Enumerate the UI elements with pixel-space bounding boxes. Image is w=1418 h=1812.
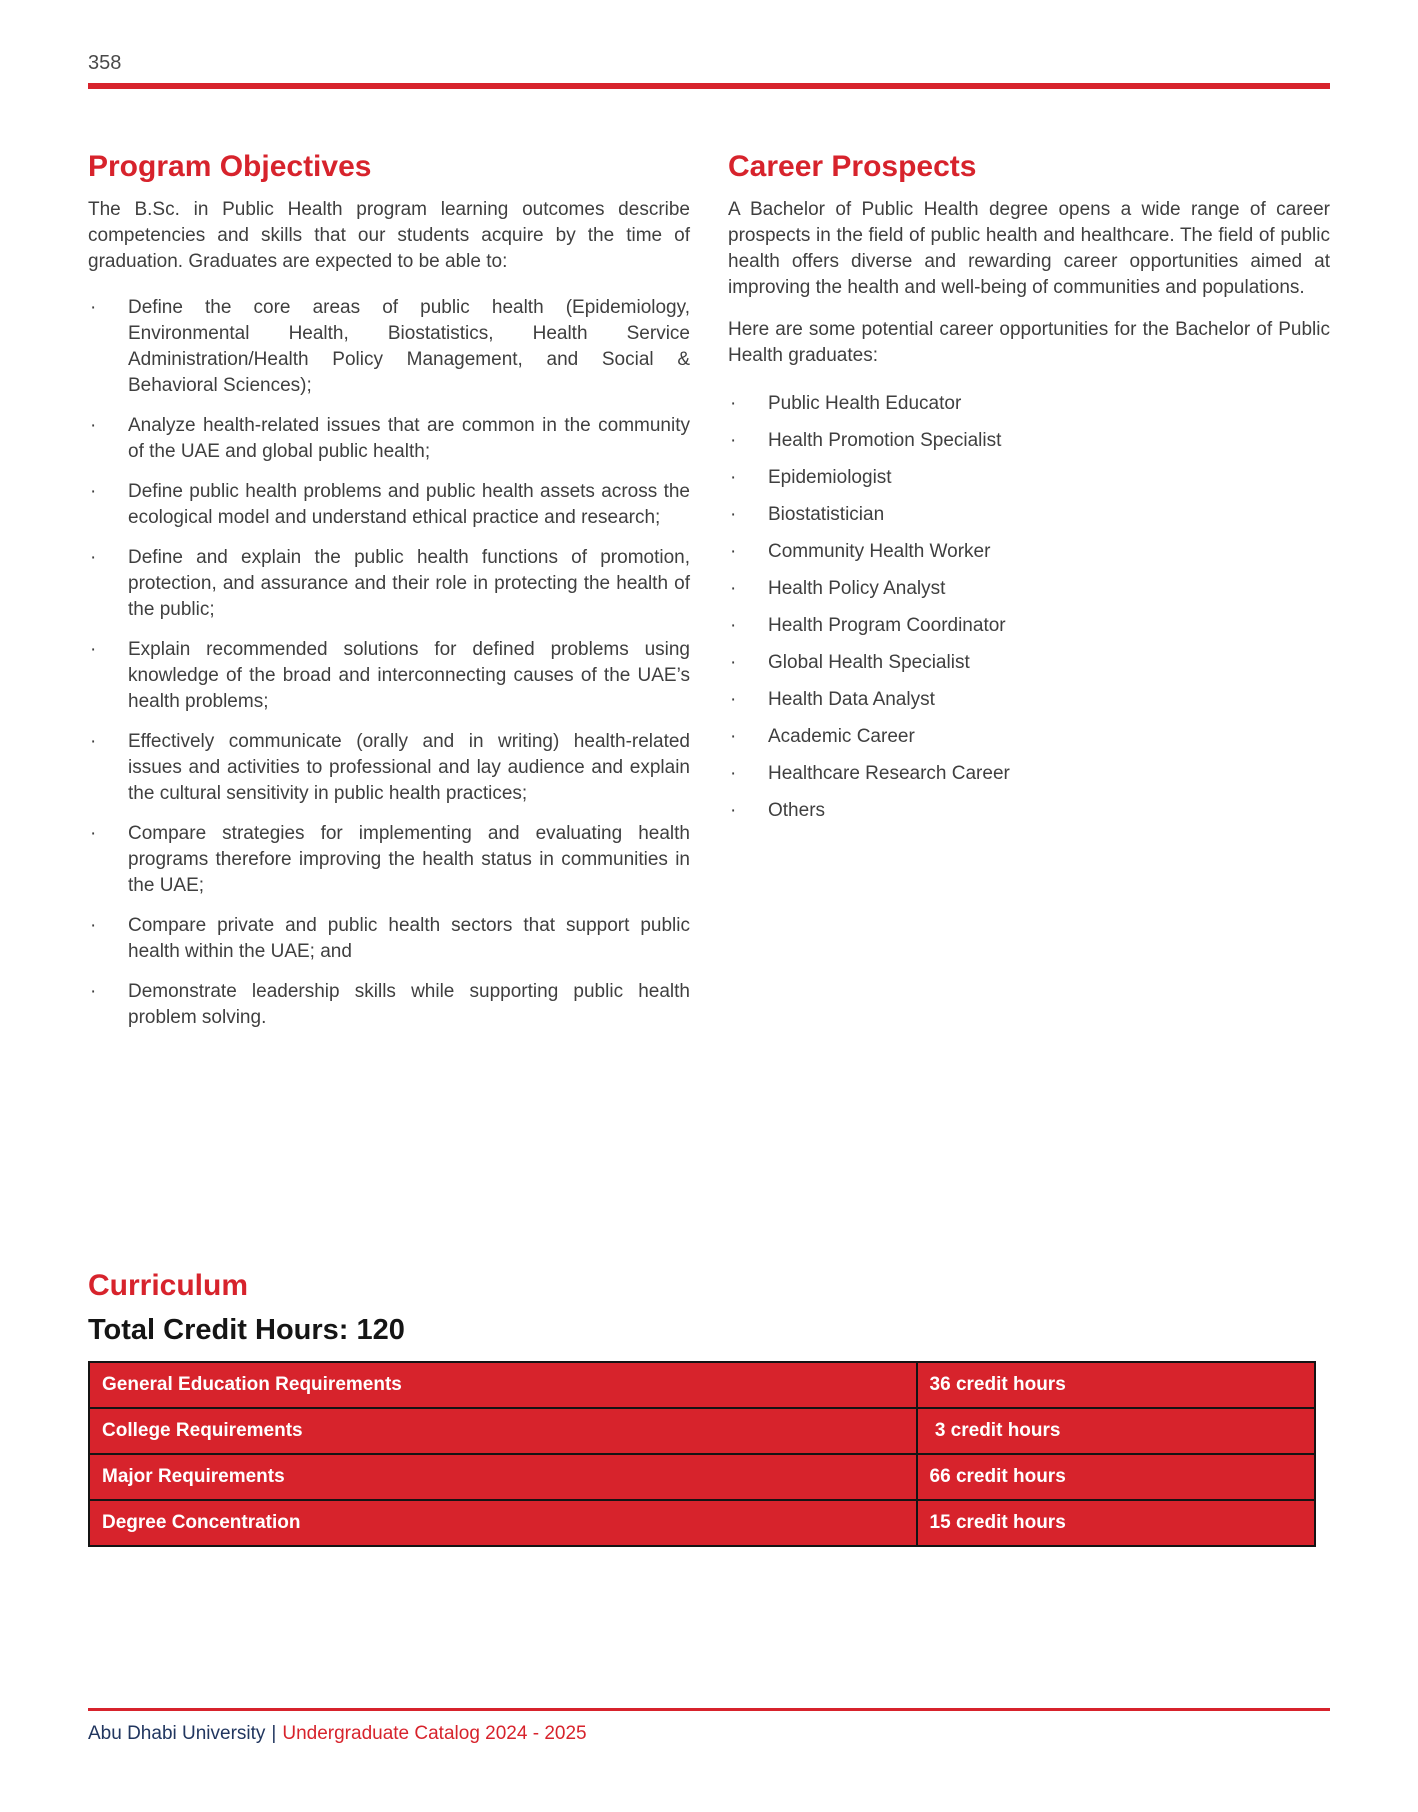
credit-hours-cell: 15 credit hours <box>917 1500 1315 1546</box>
program-objectives-title: Program Objectives <box>88 150 372 183</box>
career-item: · Biostatistician <box>728 502 1330 528</box>
requirement-label-cell: Major Requirements <box>89 1454 917 1500</box>
total-credit-hours: Total Credit Hours: 120 <box>88 1314 405 1346</box>
curriculum-title: Curriculum <box>88 1269 249 1302</box>
career-prospects-title: Career Prospects <box>728 150 977 183</box>
career-item: · Others <box>728 798 1330 824</box>
objective-item: · Compare private and public health sectors that support public health within the UAE; and <box>88 913 690 965</box>
objective-item: · Effectively communicate (orally and in writing) health-related issues and activities to professional and lay audience and explain the cultural sensitivity in public health practices; <box>88 729 690 807</box>
two-column-layout <box>88 147 1330 1045</box>
program-objectives-intro: The B.Sc. in Public Health program learning outcomes describe competencies and skills that our students acquire by the time of graduation. Graduates are expected to be able to: <box>88 199 690 272</box>
career-item: · Academic Career <box>728 724 1330 750</box>
career-prospects-intro: A Bachelor of Public Health degree opens a wide range of career prospects in the field of public health and healthcare. The field of public health offers diverse and rewarding career opportunities aimed at improving the health and well-being of communities and populations. <box>728 199 1330 298</box>
career-item: · Public Health Educator <box>728 391 1330 417</box>
career-item: · Epidemiologist <box>728 465 1330 491</box>
header-rule <box>88 83 1330 89</box>
footer-university: Abu Dhabi University <box>88 1723 266 1744</box>
career-item: · Health Data Analyst <box>728 687 1330 713</box>
career-item: · Health Policy Analyst <box>728 576 1330 602</box>
page-number: 358 <box>88 52 122 74</box>
objective-item: · Compare strategies for implementing and evaluating health programs therefore improving the health status in communities in the UAE; <box>88 821 690 899</box>
objective-item: · Define the core areas of public health (Epidemiology, Environmental Health, Biostatistics, Health Service Administration/Health Policy Management, and Social & Behavioral Sciences); <box>88 295 690 399</box>
career-prospects-section <box>728 147 1330 1045</box>
program-objectives-section <box>88 147 690 1045</box>
objective-item: · Define public health problems and public health assets across the ecological model and understand ethical practice and research; <box>88 479 690 531</box>
objective-item: · Analyze health-related issues that are common in the community of the UAE and global public health; <box>88 413 690 465</box>
table-row <box>89 1362 1315 1408</box>
footer-rule <box>88 1708 1330 1711</box>
career-item: · Global Health Specialist <box>728 650 1330 676</box>
career-item: · Health Program Coordinator <box>728 613 1330 639</box>
table-row <box>89 1454 1315 1500</box>
requirements-table <box>88 1361 1316 1547</box>
credit-hours-cell: 36 credit hours <box>917 1362 1315 1408</box>
career-list <box>728 391 1330 824</box>
objective-item: · Explain recommended solutions for defined problems using knowledge of the broad and interconnecting causes of the UAE’s health problems; <box>88 637 690 715</box>
objective-item: · Demonstrate leadership skills while supporting public health problem solving. <box>88 979 690 1031</box>
career-item: · Community Health Worker <box>728 539 1330 565</box>
career-item: · Healthcare Research Career <box>728 761 1330 787</box>
objective-item: · Define and explain the public health functions of promotion, protection, and assurance and their role in protecting the health of the public; <box>88 545 690 623</box>
program-objectives-list <box>88 295 690 1031</box>
table-row <box>89 1500 1315 1546</box>
requirement-label-cell: Degree Concentration <box>89 1500 917 1546</box>
footer-catalog: Undergraduate Catalog 2024 - 2025 <box>282 1723 587 1744</box>
requirement-label-cell: General Education Requirements <box>89 1362 917 1408</box>
table-row <box>89 1408 1315 1454</box>
career-prospects-lead: Here are some potential career opportunities for the Bachelor of Public Health graduates: <box>728 319 1330 366</box>
page-header <box>88 0 1330 89</box>
footer-separator: | <box>271 1723 277 1744</box>
credit-hours-cell: 3 credit hours <box>917 1408 1315 1454</box>
curriculum-section <box>88 1267 1330 1547</box>
career-item: · Health Promotion Specialist <box>728 428 1330 454</box>
credit-hours-cell: 66 credit hours <box>917 1454 1315 1500</box>
requirement-label-cell: College Requirements <box>89 1408 917 1454</box>
page-footer <box>88 1708 1330 1746</box>
footer-text <box>88 1722 1330 1746</box>
